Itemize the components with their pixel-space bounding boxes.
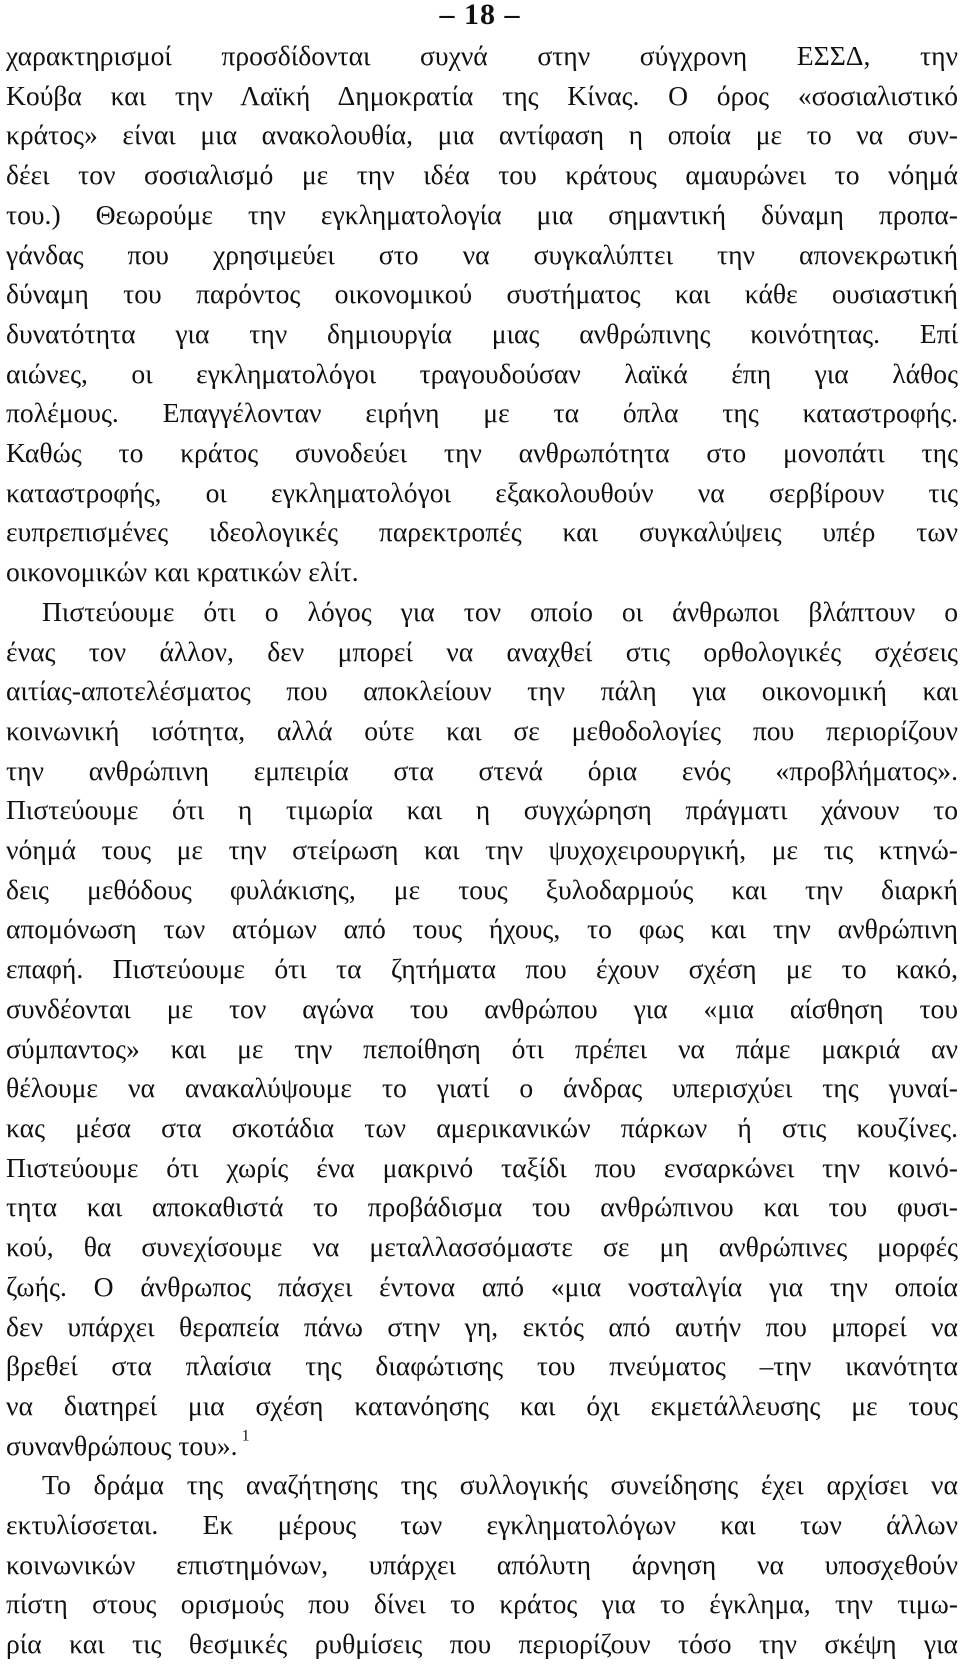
footnote-marker: 1 (237, 1427, 250, 1445)
text-line (6, 1267, 958, 1307)
text-line-content: ένας τον άλλον, δεν μπορεί να αναχθεί στις ορθολογικές σχέσεις (6, 635, 958, 667)
text-line (6, 909, 958, 949)
text-line-content: γάνδας που χρησιμεύει στο να συγκαλύπτει την απονεκρωτική (6, 238, 958, 270)
text-line-content: Το δράμα της αναζήτησης της συλλογικής συνείδησης έχει αρχίσει να (42, 1469, 958, 1501)
text-line (6, 1068, 958, 1108)
text-line-content: βρεθεί στα πλαίσια της διαφώτισης του πνεύματος –την ικανότητα (6, 1350, 958, 1382)
text-line (6, 830, 958, 870)
text-line (6, 1545, 958, 1585)
text-line (6, 1227, 958, 1267)
text-line-content: αιτίας-αποτελέσματος που αποκλείουν την πάλη για οικονομική και (6, 675, 958, 707)
text-line (6, 473, 958, 513)
text-line-content: Πιστεύουμε ότι ο λόγος για τον οποίο οι άνθρωποι βλάπτουν ο (42, 595, 958, 627)
text-line (6, 155, 958, 195)
text-line-content: αιώνες, οι εγκληματολόγοι τραγουδούσαν λαϊκά έπη για λάθος (6, 357, 958, 389)
text-line (6, 790, 958, 830)
text-line-content: χαρακτηρισμοί προσδίδονται συχνά στην σύγχρονη ΕΣΣΔ, την (6, 40, 958, 71)
text-line-content: συνανθρώπους του». (6, 1429, 238, 1461)
text-line (6, 949, 958, 989)
text-line (6, 1624, 958, 1664)
text-line (6, 1386, 958, 1426)
page-number: – 18 – (439, 0, 521, 31)
text-line (6, 512, 958, 552)
text-line-content: Πιστεύουμε ότι χωρίς ένα μακρινό ταξίδι που ενσαρκώνει την κοινό- (6, 1151, 958, 1183)
text-line (6, 1148, 958, 1188)
text-line-content: κοινωνικών επιστημόνων, υπάρχει απόλυτη άρνηση να υποσχεθούν (6, 1548, 958, 1580)
text-line-content: θέλουμε να ανακαλύψουμε το γιατί ο άνδρας υπερισχύει της γυναί- (6, 1072, 958, 1104)
text-line-content: Πιστεύουμε ότι η τιμωρία και η συγχώρηση πράγματι χάνουν το (6, 794, 958, 826)
text-line-content: πολέμους. Επαγγέλονταν ειρήνη με τα όπλα της καταστροφής. (6, 397, 958, 429)
text-line-content: απομόνωση των ατόμων από τους ήχους, το φως και την ανθρώπινη (6, 913, 958, 945)
text-line-content: δύναμη του παρόντος οικονομικού συστήματος και κάθε ουσιαστική (6, 278, 958, 310)
text-line-content: ρία και τις θεσμικές ρυθμίσεις που περιορίζουν τόσο την σκέψη για (6, 1628, 958, 1660)
text-line-content: επαφή. Πιστεύουμε ότι τα ζητήματα που έχουν σχέση με το κακό, (6, 953, 958, 985)
text-line-content: να διατηρεί μια σχέση κατανόησης και όχι εκμετάλλευσης με τους (6, 1389, 958, 1421)
text-line (6, 870, 958, 910)
text-line (6, 1584, 958, 1624)
text-line (6, 552, 958, 592)
text-line-content: ευπρεπισμένες ιδεολογικές παρεκτροπές και συγκαλύψεις υπέρ των (6, 516, 958, 548)
text-line-content: σύμπαντος» και με την πεποίθηση ότι πρέπει να πάμε μακριά αν (6, 1032, 958, 1064)
text-line (6, 632, 958, 672)
text-line (6, 1505, 958, 1545)
text-line (6, 393, 958, 433)
text-line (6, 314, 958, 354)
text-line-content: δεις μεθόδους φυλάκισης, με τους ξυλοδαρμούς και την διαρκή (6, 873, 958, 905)
text-line (6, 1465, 958, 1505)
text-line (6, 195, 958, 235)
text-line (6, 354, 958, 394)
text-line-content: του.) Θεωρούμε την εγκληματολογία μια σημαντική δύναμη προπα- (6, 198, 958, 230)
text-line (6, 1108, 958, 1148)
body-text (6, 36, 958, 1664)
text-line (6, 1307, 958, 1347)
text-line-content: πίστη στους ορισμούς που δίνει το κράτος για το έγκλημα, την τιμω- (6, 1588, 958, 1620)
text-line (6, 76, 958, 116)
text-line (6, 433, 958, 473)
text-line-content: συνδέονται με τον αγώνα του ανθρώπου για «μια αίσθηση του (6, 992, 958, 1024)
text-line (6, 274, 958, 314)
text-line (6, 711, 958, 751)
text-line-content: ζωής. Ο άνθρωπος πάσχει έντονα από «μια νοσταλγία για την οποία (6, 1270, 958, 1302)
text-line-content: δυνατότητα για την δημιουργία μιας ανθρώπινης κοινότητας. Επί (6, 317, 958, 349)
text-line (6, 1346, 958, 1386)
text-line-content: δεν υπάρχει θεραπεία πάνω στην γη, εκτός από αυτήν που μπορεί να (6, 1310, 958, 1342)
text-line-content: κράτος» είναι μια ανακολουθία, μια αντίφαση η οποία με το να συν- (6, 119, 958, 151)
text-line (6, 751, 958, 791)
text-line (6, 989, 958, 1029)
text-line (6, 235, 958, 275)
text-line (6, 1187, 958, 1227)
text-line (6, 592, 958, 632)
text-line-content: οικονομικών και κρατικών ελίτ. (6, 556, 359, 588)
text-line (6, 1426, 958, 1466)
text-line (6, 1029, 958, 1069)
text-line-content: κού, θα συνεχίσουμε να μεταλλασσόμαστε σε μη ανθρώπινες μορφές (6, 1231, 958, 1263)
text-line-content: νόημά τους με την στείρωση και την ψυχοχειρουργική, με τις κτηνώ- (6, 834, 958, 866)
text-line-content: καταστροφής, οι εγκληματολόγοι εξακολουθούν να σερβίρουν τις (6, 476, 958, 508)
text-line-content: κας μέσα στα σκοτάδια των αμερικανικών πάρκων ή στις κουζίνες. (6, 1111, 958, 1143)
text-line-content: τητα και αποκαθιστά το προβάδισμα του ανθρώπινου και του φυσι- (6, 1191, 958, 1223)
text-line-content: δέει τον σοσιαλισμό με την ιδέα του κράτους αμαυρώνει το νόημά (6, 159, 958, 191)
text-line (6, 36, 958, 76)
text-line-content: κοινωνική ισότητα, αλλά ούτε και σε μεθοδολογίες που περιορίζουν (6, 714, 958, 746)
text-line (6, 671, 958, 711)
text-line-content: Καθώς το κράτος συνοδεύει την ανθρωπότητα στο μονοπάτι της (6, 437, 958, 469)
text-line (6, 115, 958, 155)
text-line-content: εκτυλίσσεται. Εκ μέρους των εγκληματολόγων και των άλλων (6, 1509, 958, 1541)
text-line-content: την ανθρώπινη εμπειρία στα στενά όρια ενός «προβλήματος». (6, 754, 958, 786)
text-line-content: Κούβα και την Λαϊκή Δημοκρατία της Κίνας. Ο όρος «σοσιαλιστικό (6, 79, 958, 111)
